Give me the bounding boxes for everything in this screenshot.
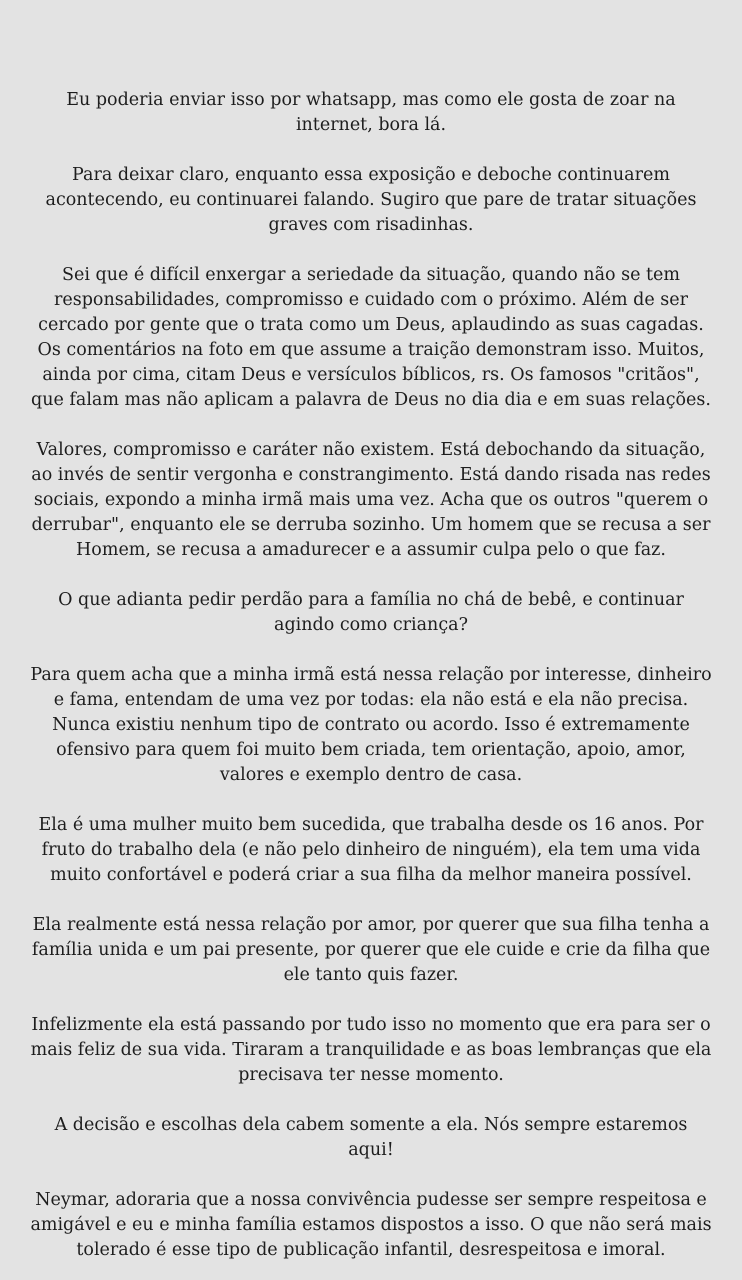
paragraph-successful: Ela é uma mulher muito bem sucedida, que trabalha desde os 16 anos. Por fruto do trabalho dela (e não pelo dinheiro de ninguém), ela tem uma vida muito confortável e poderá criar a sua filha da melhor maneira possível. bbox=[38, 815, 704, 885]
paragraph-apology-question: O que adianta pedir perdão para a família no chá de bebê, e continuar agindo como criança? bbox=[58, 590, 684, 635]
story-text-block bbox=[0, 88, 742, 1263]
paragraph-values: Valores, compromisso e caráter não existem. Está debochando da situação, ao invés de sentir vergonha e constrangimento. Está dando risada nas redes sociais, expondo a minha irmã mais uma vez. Acha que os outros "querem o derrubar", enquanto ele se derruba sozinho. Um homem que se recusa a ser Homem, se recusa a amadurecer e a assumir culpa pelo o que faz. bbox=[31, 440, 711, 560]
paragraph-decision: A decisão e escolhas dela cabem somente a ela. Nós sempre estaremos aqui! bbox=[54, 1115, 688, 1160]
paragraph-interest: Para quem acha que a minha irmã está nessa relação por interesse, dinheiro e fama, entendam de uma vez por todas: ela não está e ela não precisa. Nunca existiu nenhum tipo de contrato ou acordo. Isso é extremamente ofensivo para quem foi muito bem criada, tem orientação, apoio, amor, valores e exemplo dentro de casa. bbox=[30, 665, 712, 785]
paragraph-love: Ela realmente está nessa relação por amor, por querer que sua filha tenha a família unida e um pai presente, por querer que ele cuide e crie da filha que ele tanto quis fazer. bbox=[31, 915, 711, 985]
paragraph-closing: Neymar, adoraria que a nossa convivência pudesse ser sempre respeitosa e amigável e eu e minha família estamos dispostos a isso. O que não será mais tolerado é esse tipo de publicação infantil, desrespeitosa e imoral. bbox=[30, 1190, 712, 1260]
paragraph-seriousness: Sei que é difícil enxergar a seriedade da situação, quando não se tem responsabilidades, compromisso e cuidado com o próximo. Além de ser cercado por gente que o trata como um Deus, aplaudindo as suas cagadas. Os comentários na foto em que assume a traição demonstram isso. Muitos, ainda por cima, citam Deus e versículos bíblicos, rs. Os famosos "critãos", que falam mas não aplicam a palavra de Deus no dia dia e em suas relações. bbox=[31, 265, 711, 410]
paragraph-unfortunately: Infelizmente ela está passando por tudo isso no momento que era para ser o mais feliz de sua vida. Tiraram a tranquilidade e as boas lembranças que ela precisava ter nesse momento. bbox=[30, 1015, 712, 1085]
paragraph-intro: Eu poderia enviar isso por whatsapp, mas como ele gosta de zoar na internet, bora lá. bbox=[66, 90, 676, 135]
paragraph-clarification: Para deixar claro, enquanto essa exposição e deboche continuarem acontecendo, eu continuarei falando. Sugiro que pare de tratar situações graves com risadinhas. bbox=[45, 165, 697, 235]
